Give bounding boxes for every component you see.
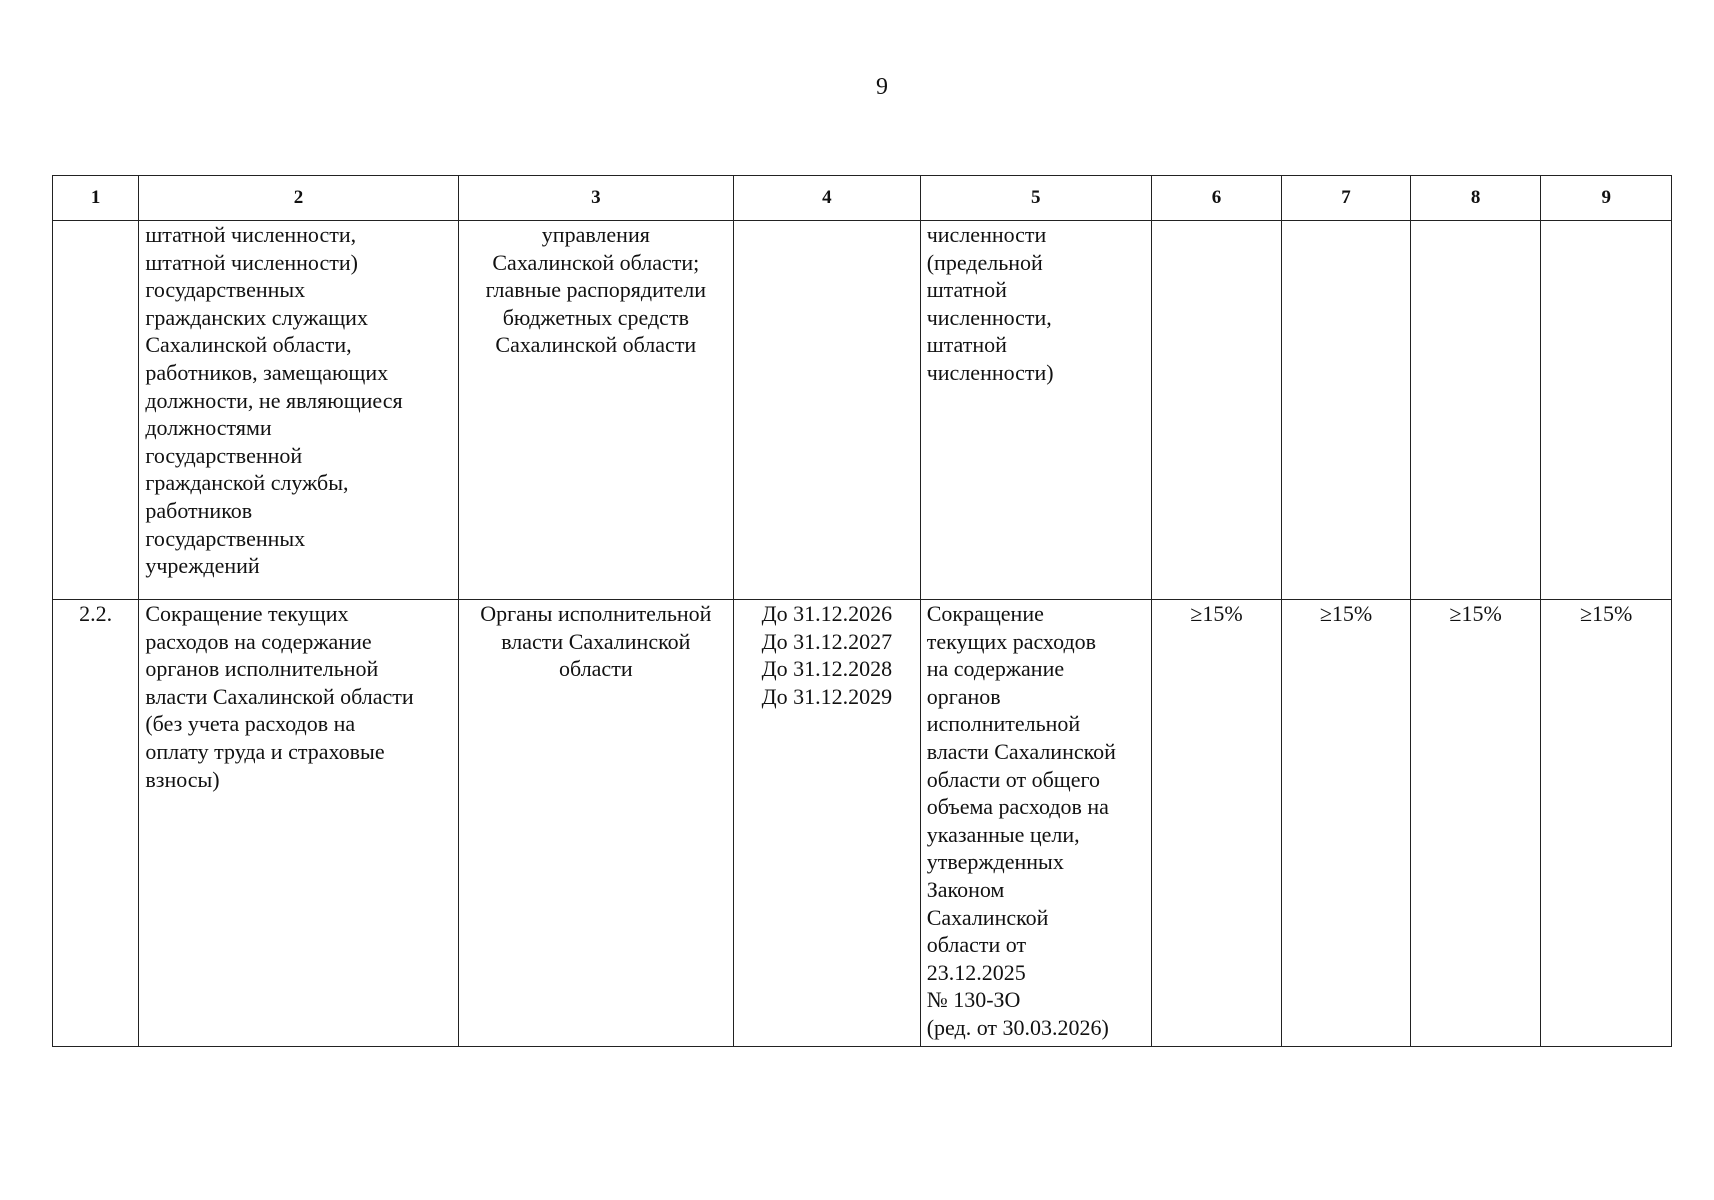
deadlines: До 31.12.2026 До 31.12.2027 До 31.12.2028 До 31.12.2029 [761, 601, 893, 709]
cell-deadline [733, 600, 920, 1047]
cell-name-text: штатной численности, штатной численности) государственных гражданских служащих Сахалинской области, работников, замещающих должности, не являющиеся должностями государственной гражданской службы, работников государственных учреждений [145, 222, 403, 579]
cell-responsible [458, 600, 733, 1047]
value-2029: ≥15% [1579, 601, 1633, 626]
column-header-5: 5 [920, 176, 1151, 221]
column-header-1: 1 [53, 176, 139, 221]
column-header-9: 9 [1541, 176, 1672, 221]
measure-name: Сокращение текущих расходов на содержание органов исполнительной власти Сахалинской области (без учета расходов на оплату труда и страховые взносы) [145, 601, 414, 792]
table-row-2-2 [53, 600, 1672, 1047]
cell-name [139, 221, 458, 600]
cell-value-7 [1282, 221, 1411, 600]
column-header-6: 6 [1151, 176, 1282, 221]
cell-name [139, 600, 458, 1047]
cell-responsible [458, 221, 733, 600]
row-number: 2.2. [79, 601, 113, 626]
indicator-description: Сокращение текущих расходов на содержание органов исполнительной власти Сахалинской области от общего объема расходов на указанные цели, утвержденных Законом Сахалинской области от 23.12.2025 № 130-ЗО (ред. от 30.03.2026) [926, 601, 1116, 1040]
cell-value-7 [1282, 600, 1411, 1047]
cell-value-8 [1410, 600, 1541, 1047]
page-number: 9 [876, 74, 888, 100]
cell-value-9 [1541, 600, 1672, 1047]
column-header-8: 8 [1410, 176, 1541, 221]
value-2028: ≥15% [1449, 601, 1502, 626]
cell-indicator [920, 221, 1151, 600]
table-row-continuation [53, 221, 1672, 600]
responsible-executor: Органы исполнительной власти Сахалинской области [480, 601, 712, 682]
column-header-3: 3 [458, 176, 733, 221]
value-2026: ≥15% [1190, 601, 1243, 626]
cell-responsible-text: управления Сахалинской области; главные распорядители бюджетных средств Сахалинской области [485, 222, 707, 358]
cell-value-8 [1410, 221, 1541, 600]
cell-number [53, 221, 139, 600]
cell-indicator-text: численности (предельной штатной численности, штатной численности) [926, 222, 1054, 385]
header-row [53, 176, 1672, 221]
value-2027: ≥15% [1319, 601, 1373, 626]
cell-number [53, 600, 139, 1047]
cell-value-9 [1541, 221, 1672, 600]
cell-value-6 [1151, 221, 1282, 600]
column-header-7: 7 [1282, 176, 1411, 221]
column-header-4: 4 [733, 176, 920, 221]
cell-deadline [733, 221, 920, 600]
measures-table [52, 175, 1672, 1047]
cell-indicator [920, 600, 1151, 1047]
cell-value-6 [1151, 600, 1282, 1047]
column-header-2: 2 [139, 176, 458, 221]
